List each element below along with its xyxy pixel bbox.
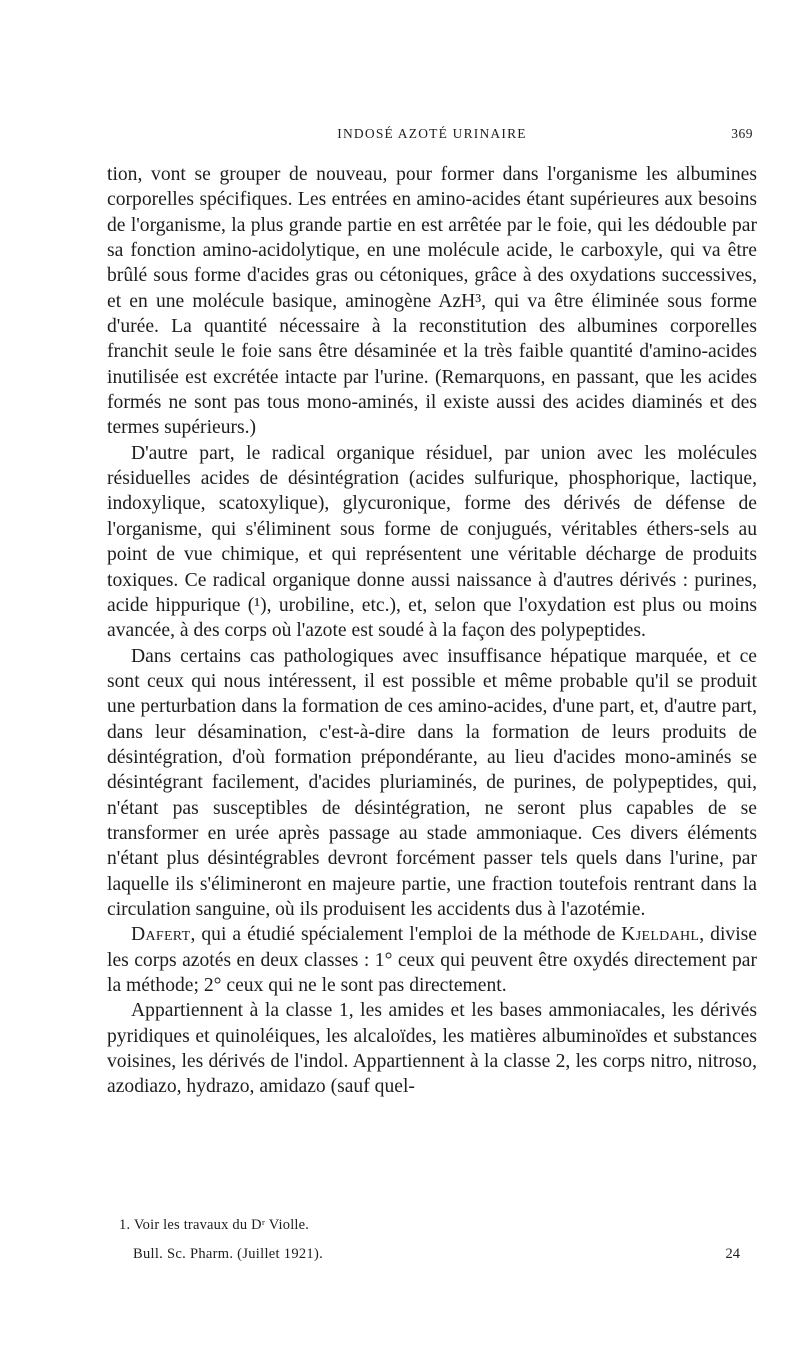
body-text <box>107 162 757 1100</box>
page <box>107 124 757 1262</box>
paragraph-1: tion, vont se grouper de nouveau, pour former dans l'organisme les albumines corporelles spécifiques. Les entrées en amino-acides étant supérieures aux besoins de l'organisme, la plus grande partie en est arrêtée par le foie, qui les dédouble par sa fonction amino-acidolytique, en une molécule acide, le carboxyle, qui va être brûlé sous forme d'acides gras ou cétoniques, grâce à des oxydations successives, et en une molécule basique, aminogène AzH³, qui va être éliminée sous forme d'urée. La quantité nécessaire à la reconstitution des albumines corporelles franchit seule le foie sans être désaminée et la très faible quantité d'amino-acides inutilisée est excrétée intacte par l'urine. (Remarquons, en passant, que les acides formés ne sont pas tous mono-aminés, il existe aussi des acides diaminés et des termes supérieurs.) <box>107 164 757 439</box>
signature-mark: 24 <box>725 1246 740 1262</box>
journal-citation: Bull. Sc. Pharm. (Juillet 1921). <box>133 1246 324 1262</box>
paragraph-4-middle: , qui a étudié spécialement l'emploi de la méthode de <box>190 924 622 946</box>
running-title: INDOSÉ AZOTÉ URINAIRE <box>337 126 527 141</box>
paragraph-5: Appartiennent à la classe 1, les amides et les bases ammoniacales, les dérivés pyridiques et quinoléiques, les alcaloïdes, les matières albuminoïdes et substances voisines, les dérivés de l'indol. Appartiennent à la classe 2, les corps nitro, nitroso, azodiazo, hydrazo, amidazo (sauf quel- <box>107 1000 757 1098</box>
paragraph-3: Dans certains cas pathologiques avec insuffisance hépatique marquée, et ce sont ceux qui nous intéressent, il est possible et même probable qu'il se produit une perturbation dans la formation de ces amino-acides, d'une part, et, d'autre part, dans leur désamination, c'est-à-dire dans la formation de leurs produits de désintégration, d'où formation prépondérante, au lieu d'acides mono-aminés se désintégrant facilement, d'acides pluriaminés, de purines, de polypeptides, qui, n'étant pas susceptibles de désintégration, ne seront plus capables de se transformer en urée après passage au stade ammoniaque. Ces divers éléments n'étant plus désintégrables devront forcément passer tels quels dans l'urine, par laquelle ils s'élimineront en majeure partie, une fraction toutefois rentrant dans la circulation sanguine, où ils produisent les accidents dus à l'azotémie. <box>107 645 757 920</box>
footnote-text: 1. Voir les travaux du Dʳ Violle. <box>119 1217 310 1233</box>
paragraph-2: D'autre part, le radical organique résiduel, par union avec les molécules résiduelles acides de désintégration (acides sulfurique, phosphorique, lactique, indoxylique, scatoxylique), glycuronique, forme des dérivés de défense de l'organisme, qui s'éliminent sous forme de conjugués, véritables éthers-sels au point de vue chimique, et qui représentent une véritable décharge de produits toxiques. Ce radical organique donne aussi naissance à d'autres dérivés : purines, acide hippurique (¹), urobiline, etc.), et, selon que l'oxydation est plus ou moins avancée, à des corps où l'azote est soudé à la façon des polypeptides. <box>107 442 757 642</box>
method-kjeldahl: Kjeldahl <box>621 924 700 946</box>
footnote <box>107 1217 757 1234</box>
folio-line <box>107 1246 757 1266</box>
author-dafert: Dafert <box>131 924 191 946</box>
running-header <box>107 124 757 148</box>
paragraph-4-rest: , divise les corps azotés en deux classes : 1° ceux qui peuvent être oxydés directement par la méthode; 2° ceux qui ne le sont pas directement. <box>107 924 757 996</box>
paragraph-4 <box>107 922 757 998</box>
page-number: 369 <box>731 126 753 141</box>
